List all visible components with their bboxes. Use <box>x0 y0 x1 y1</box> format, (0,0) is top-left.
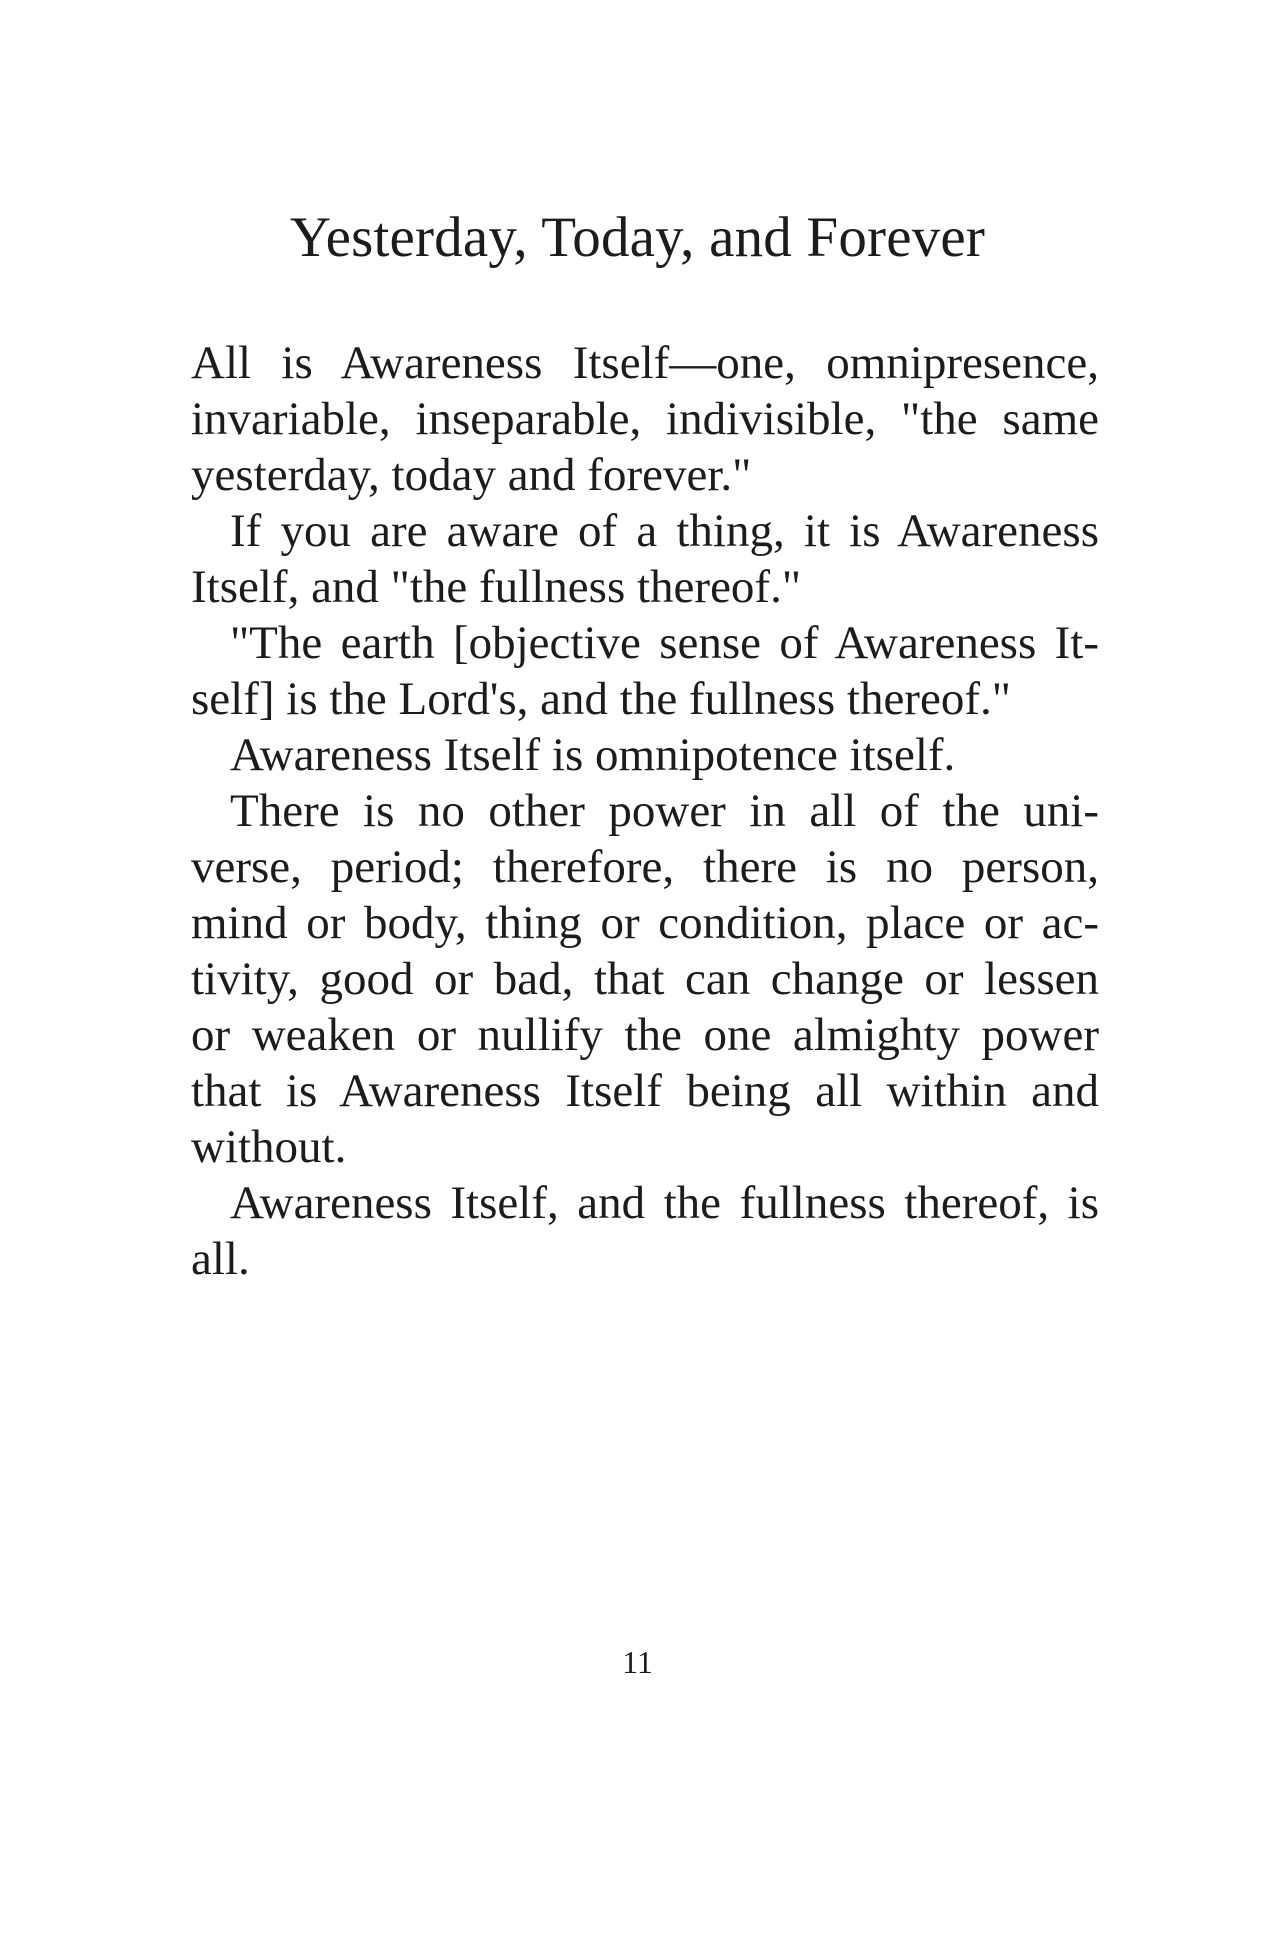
text-line: all. <box>191 1233 250 1285</box>
text-line: If you are aware of a thing, it is Awareness <box>230 505 1099 557</box>
text-line: tivity, good or bad, that can change or lessen <box>191 953 1099 1005</box>
text-line: or weaken or nullify the one almighty power <box>191 1009 1099 1061</box>
text-line: verse, period; therefore, there is no person, <box>191 841 1099 893</box>
page-number: 11 <box>622 1644 653 1680</box>
text-line: yesterday, today and forever." <box>191 449 752 501</box>
body-text <box>191 335 1099 1287</box>
text-line: Itself, and "the fullness thereof." <box>191 561 802 613</box>
text-line: invariable, inseparable, indivisible, "the same <box>191 393 1099 445</box>
text-line: There is no other power in all of the uni- <box>230 785 1099 837</box>
page-title: Yesterday, Today, and Forever <box>289 206 986 269</box>
text-line: mind or body, thing or condition, place or ac- <box>191 897 1099 949</box>
text-line: without. <box>191 1121 347 1173</box>
text-line: that is Awareness Itself being all within and <box>191 1065 1099 1117</box>
text-line: "The earth [objective sense of Awareness It- <box>230 617 1099 669</box>
text-line: All is Awareness Itself—one, omnipresence, <box>191 337 1099 389</box>
text-line: self] is the Lord's, and the fullness thereof." <box>191 673 1011 725</box>
text-line: Awareness Itself, and the fullness thereof, is <box>230 1177 1099 1229</box>
text-line: Awareness Itself is omnipotence itself. <box>230 729 956 781</box>
